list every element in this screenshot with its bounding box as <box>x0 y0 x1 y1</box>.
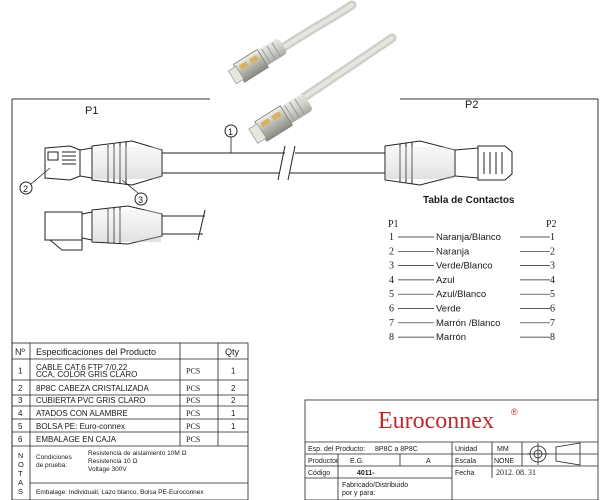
bom-row-spec: ATADOS CON ALAMBRE <box>36 409 128 418</box>
pin-p2: 6 <box>550 303 555 315</box>
productor-label: Productor <box>308 458 339 465</box>
pin-p1: 4 <box>389 274 394 286</box>
unidad-label: Unidad <box>455 446 478 453</box>
bom-row-qty: 1 <box>231 366 236 376</box>
codigo-label: Código <box>308 470 331 477</box>
bom-row-spec: BOLSA PE: Euro-connex <box>36 422 125 431</box>
pinout-row <box>389 261 555 272</box>
bom-row <box>18 396 236 405</box>
pin-p1: 6 <box>389 303 394 315</box>
pinout-row <box>389 232 555 243</box>
bom-row-spec: EMBALAGE EN CAJA <box>36 435 117 444</box>
pinout-header-p2: P2 <box>546 219 557 230</box>
bom-row-no: 4 <box>18 409 23 418</box>
bom-header-qty: Qty <box>225 347 240 357</box>
pin-color-label: Azul/Blanco <box>436 289 487 301</box>
pin-p2: 7 <box>550 317 555 329</box>
pinout-title: Tabla de Contactos <box>423 195 515 206</box>
brand-logo: Euroconnex <box>378 408 494 434</box>
condition-resistance: Resistencia 10 Ω <box>88 458 138 465</box>
pin-p2: 3 <box>550 260 555 272</box>
bom-row-no: 6 <box>18 435 23 444</box>
unidad-value: MM <box>497 446 509 453</box>
pin-p2: 1 <box>550 232 555 243</box>
end-label-p1: P1 <box>85 105 99 117</box>
bom-row <box>18 422 236 431</box>
bom-row <box>18 435 200 444</box>
pinout-table <box>388 195 557 343</box>
pin-p1: 8 <box>389 332 394 344</box>
pinout-row <box>389 289 555 300</box>
callout-1 <box>225 125 237 153</box>
pin-color-label: Azul <box>436 274 455 286</box>
bom-row-qty: 2 <box>231 384 236 393</box>
codigo-value: 4011- <box>357 470 375 477</box>
left-boot-fill <box>93 147 161 179</box>
escala-label: Escala <box>455 458 477 465</box>
product-value: 8P8C a 8P8C <box>375 446 418 453</box>
bom-header-spec: Especificaciones del Producto <box>36 347 157 357</box>
escala-value: NONE <box>494 458 515 465</box>
bom-table <box>12 343 248 500</box>
bom-row-no: 5 <box>18 422 23 431</box>
bom-row-qty: 1 <box>231 409 236 418</box>
pin-color-label: Marrón /Blanco <box>436 317 501 329</box>
bom-row-qty: 2 <box>231 396 236 405</box>
product-label: Esp. del Producto: <box>308 446 366 453</box>
bom-row-spec: CCA, COLOR GRIS CLARO <box>36 370 138 379</box>
svg-text:3: 3 <box>138 195 144 205</box>
title-block <box>305 400 598 500</box>
bom-header-no: Nº <box>15 347 25 357</box>
notes-letter: T <box>18 469 23 478</box>
fecha-value: 2012. 08. 31 <box>496 468 536 477</box>
end-label-p2: P2 <box>465 99 479 111</box>
pin-color-label: Marrón <box>436 332 467 344</box>
pin-p1: 5 <box>389 289 394 301</box>
pin-p1: 3 <box>389 260 394 272</box>
notes-letter: A <box>18 478 24 487</box>
bom-row-unit: PCS <box>186 435 201 444</box>
pinout-row <box>389 304 555 315</box>
pin-p2: 8 <box>550 332 555 344</box>
bom-row-unit: PCS <box>186 396 201 405</box>
bom-row-no: 2 <box>18 384 23 393</box>
productor-code: A <box>426 458 431 465</box>
pinout-row <box>389 318 555 329</box>
bom-row <box>18 363 236 379</box>
pin-p1: 1 <box>389 232 394 243</box>
packaging-note: Embalage: Individuall, Lazo blanco, Bolsa PE-Euroconnex <box>36 489 204 496</box>
pin-color-label: Naranja/Blanco <box>436 232 501 243</box>
bom-row-no: 3 <box>18 396 23 405</box>
bom-row-spec: CABLE CAT.6 FTP 7/0,22 <box>36 363 128 372</box>
fabricado-line-2: por y para: <box>342 490 376 497</box>
pin-p2: 4 <box>550 274 555 286</box>
pinout-row <box>389 332 555 343</box>
bom-row-unit: PCS <box>186 422 201 431</box>
svg-text:2: 2 <box>23 184 29 194</box>
notes-letter: O <box>18 460 24 469</box>
conditions-label-1: Condiciones <box>36 454 72 461</box>
bom-row <box>18 384 236 393</box>
bom-row-no: 1 <box>18 366 23 376</box>
productor-value: E.G. <box>350 458 365 465</box>
svg-text:1: 1 <box>228 127 234 137</box>
fecha-label: Fecha <box>455 470 475 477</box>
right-boot-fill <box>386 147 454 179</box>
registered-mark: ® <box>511 407 518 417</box>
pin-p1: 7 <box>389 317 394 329</box>
condition-voltage: Voltage 300V <box>88 466 127 473</box>
pin-p2: 2 <box>550 246 555 258</box>
pinout-row <box>389 275 555 286</box>
bom-row-spec: 8P8C CABEZA CRISTALIZADA <box>36 384 149 393</box>
bom-row-unit: PCS <box>186 409 201 418</box>
bom-row-unit: PCS <box>186 366 201 376</box>
cable-photo <box>227 5 392 146</box>
pin-p1: 2 <box>389 246 394 258</box>
callout-2 <box>20 168 50 194</box>
left-top-boot-fill <box>93 210 161 242</box>
notes-label <box>18 451 24 496</box>
bom-row <box>18 409 236 418</box>
pin-color-label: Verde/Blanco <box>436 260 493 272</box>
bom-row-spec: CUBIERTA PVC GRIS CLARO <box>36 396 146 405</box>
pinout-row <box>389 246 555 257</box>
pin-color-label: Verde <box>436 303 461 315</box>
fabricado-line-1: Fabricado/Distribuido <box>342 482 409 489</box>
notes-letter: S <box>18 487 24 496</box>
notes-letter: N <box>18 451 24 460</box>
conditions-label-2: de prueba: <box>36 462 68 469</box>
condition-insulation: Resistencia de aislamiento 10M Ω <box>88 450 187 457</box>
bom-row-qty: 1 <box>231 422 236 431</box>
pin-p2: 5 <box>550 289 555 301</box>
pinout-header-p1: P1 <box>388 219 399 230</box>
bom-row-unit: PCS <box>186 384 201 393</box>
pin-color-label: Naranja <box>436 246 470 258</box>
